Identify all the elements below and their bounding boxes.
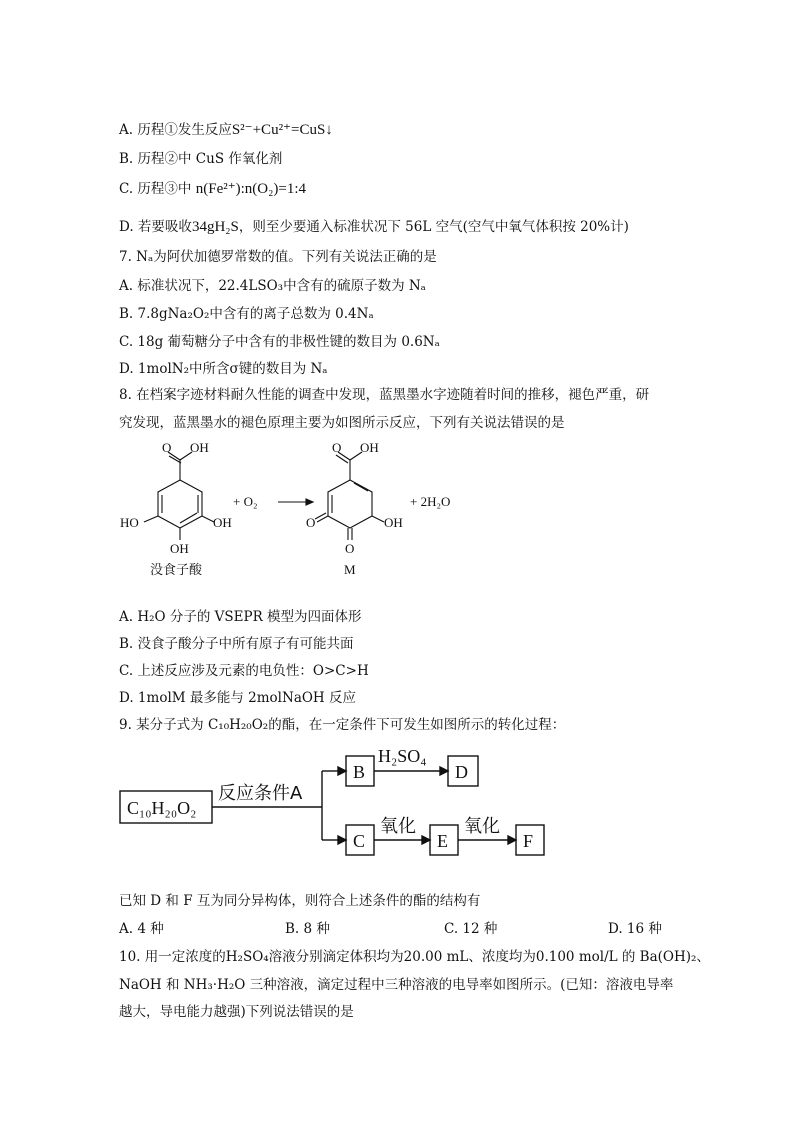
q7-option-a: A. 标准状况下，22.4LSO₃中含有的硫原子数为 Nₐ xyxy=(119,278,426,294)
q10-stem-line1: 10. 用一定浓度的H₂SO₄溶液分别滴定体积均为20.00 mL、浓度均为0.100 mol/L 的 Ba(OH)₂、 xyxy=(119,949,710,965)
q6-option-d-prefix: D. 若要吸收 xyxy=(119,219,192,235)
m-o-left: O xyxy=(306,515,316,530)
q9-option-d: D. 16 种 xyxy=(608,921,662,937)
reaction-condition-a: 反应条件A xyxy=(218,783,303,804)
q6-option-c-text: C. 历程③中 xyxy=(119,181,192,197)
m-cooh-o: O xyxy=(332,440,342,455)
q8-option-a: A. H₂O 分子的 VSEPR 模型为四面体形 xyxy=(119,609,362,625)
q7-option-d: D. 1molN₂中所含σ键的数目为 Nₐ xyxy=(119,361,328,377)
product-m-ring xyxy=(328,480,372,528)
q9-option-b: B. 8 种 xyxy=(285,921,330,937)
q8-reaction-diagram xyxy=(110,432,490,582)
q6-option-c xyxy=(119,180,306,198)
q6-option-a-equation: S²⁻+Cu²⁺=CuS↓ xyxy=(231,122,333,138)
q7-option-c: C. 18g 葡萄糖分子中含有的非极性键的数目为 0.6Nₐ xyxy=(119,334,440,350)
q9-option-c: C. 12 种 xyxy=(444,921,498,937)
oxidation-label-1: 氧化 xyxy=(380,816,416,837)
gallic-cooh-oh: OH xyxy=(190,440,209,455)
q8-option-c: C. 上述反应涉及元素的电负性：O>C>H xyxy=(119,663,369,679)
q6-option-b: B. 历程②中 CuS 作氧化剂 xyxy=(119,151,283,167)
q6-option-d-suffix: ，则至少要通入标准状况下 56L 空气(空气中氧气体积按 20%计) xyxy=(238,219,629,235)
m-cooh-oh: OH xyxy=(360,440,379,455)
gallic-oh-right: OH xyxy=(213,515,232,530)
q8-option-b: B. 没食子酸分子中所有原子有可能共面 xyxy=(119,636,354,652)
q6-option-a xyxy=(119,121,333,139)
ester-formula: C₁₀H₂₀O₂ xyxy=(127,798,197,818)
q10-stem-line3: 越大，导电能力越强)下列说法错误的是 xyxy=(119,1004,354,1020)
m-o-bottom: O xyxy=(345,541,355,556)
q6-option-c-equation: n(Fe²⁺):n(O₂)=1:4 xyxy=(195,181,306,197)
q8-stem-line1: 8. 在档案字迹材料耐久性能的调查中发现，蓝黑墨水字迹随着时间的推移，褪色严重，研 xyxy=(119,387,650,403)
node-c: C xyxy=(353,831,366,851)
q8-option-d: D. 1molM 最多能与 2molNaOH 反应 xyxy=(119,690,356,706)
q9-option-a: A. 4 种 xyxy=(119,921,164,937)
m-oh-right: OH xyxy=(384,515,403,530)
oxidation-label-2: 氧化 xyxy=(464,816,500,837)
gallic-ho-left: HO xyxy=(120,515,139,530)
q9-stem: 9. 某分子式为 C₁₀H₂₀O₂的酯，在一定条件下可发生如图所示的转化过程： xyxy=(119,717,566,733)
node-f: F xyxy=(523,831,534,851)
node-d: D xyxy=(455,762,468,782)
product-name: M xyxy=(344,562,356,577)
q9-flow-diagram xyxy=(110,740,570,870)
h2so4-label: H₂SO₄ xyxy=(378,746,427,766)
q8-stem-line2: 究发现，蓝黑墨水的褪色原理主要为如图所示反应，下列有关说法错误的是 xyxy=(119,415,565,431)
plus-o2: + O₂ xyxy=(233,494,258,509)
q10-stem-line2: NaOH 和 NH₃·H₂O 三种溶液，滴定过程中三种溶液的电导率如图所示。(已知：溶液电导率 xyxy=(119,977,674,993)
q6-option-d xyxy=(119,218,629,236)
q6-option-d-mass: 34gH₂S xyxy=(191,219,239,235)
q9-known: 已知 D 和 F 互为同分异构体，则符合上述条件的酯的结构有 xyxy=(119,893,481,909)
q7-option-b: B. 7.8gNa₂O₂中含有的离子总数为 0.4Nₐ xyxy=(119,306,374,322)
gallic-cooh-o: O xyxy=(162,440,172,455)
node-b: B xyxy=(353,762,366,782)
reactant-name: 没食子酸 xyxy=(150,563,203,578)
gallic-oh-bottom: OH xyxy=(170,541,189,556)
gallic-acid-ring xyxy=(158,480,202,528)
plus-water: + 2H₂O xyxy=(410,494,451,509)
q6-option-a-text: A. 历程①发生反应 xyxy=(119,122,232,138)
node-e: E xyxy=(437,831,448,851)
q7-stem: 7. Nₐ为阿伏加德罗常数的值。下列有关说法正确的是 xyxy=(119,249,437,265)
